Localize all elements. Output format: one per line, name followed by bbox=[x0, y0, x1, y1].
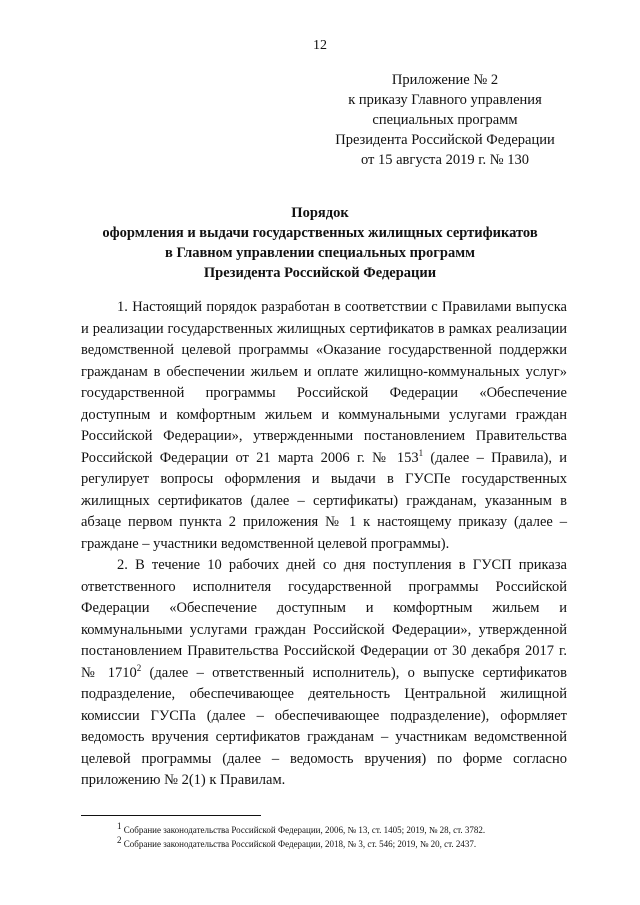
title-line: в Главном управлении специальных программ bbox=[165, 245, 475, 261]
footnote-text: Собрание законодательства Российской Федерации, 2006, № 13, ст. 1405; 2019, № 28, ст. 3782. bbox=[121, 825, 486, 835]
footnote-mark: 1 bbox=[117, 821, 122, 831]
paragraph-text: (далее – Правила), и регулирует вопросы оформления и выдачи в ГУСПе государственных жилищных сертификатов (далее – сертификаты) гражданам, указанным в абзаце первом пункта 2 приложения № 1 к настоящему приказу (далее – граждане – участники ведомственной целевой программы). bbox=[81, 449, 567, 552]
paragraph-text: (далее – ответственный исполнитель), о выпуске сертификатов подразделение, обеспечивающее деятельность Центральной жилищной комиссии ГУСПа (далее – обеспечивающее подразделение), оформляет ведомость вручения сертификатов гражданам – участникам ведомственной целевой программы (далее – ведомость вручения) по форме согласно приложению № 2(1) к Правилам. bbox=[81, 664, 567, 788]
paragraph-text: 2. В течение 10 рабочих дней со дня поступления в ГУСП приказа ответственного исполнителя государственной программы Российской Федерации «Обеспечение доступным и комфортным жильем и коммунальными услугами граждан Российской Федерации», утвержденной постановлением Правительства Российской Федерации от 30 декабря 2017 г. № 1710 bbox=[81, 557, 567, 681]
appendix-line: к приказу Главного управления bbox=[348, 92, 542, 108]
document-title bbox=[60, 203, 580, 283]
paragraph-text: 1. Настоящий порядок разработан в соответствии с Правилами выпуска и реализации государственных жилищных сертификатов в рамках реализации ведомственной целевой программы «Оказание государственной поддержки гражданам в обеспечении жильем и оплате жилищно-коммунальных услуг» государственной программы Российской Федерации «Обеспечение доступным и комфортным жильем и коммунальными услугами граждан Российской Федерации», утвержденными постановлением Правительства Российской Федерации от 21 марта 2006 г. № 153 bbox=[81, 299, 567, 466]
appendix-line: специальных программ bbox=[372, 112, 518, 128]
appendix-line: Приложение № 2 bbox=[391, 72, 499, 88]
footnote-1 bbox=[117, 823, 577, 837]
page-number: 12 bbox=[313, 38, 327, 53]
footnotes bbox=[117, 823, 577, 851]
paragraph-2 bbox=[81, 555, 567, 792]
appendix-header bbox=[300, 70, 590, 170]
footnote-2 bbox=[117, 837, 577, 851]
body-text bbox=[81, 297, 567, 792]
footnote-ref: 1 bbox=[418, 447, 424, 458]
appendix-line: от 15 августа 2019 г. № 130 bbox=[360, 152, 530, 168]
title-line: оформления и выдачи государственных жилищных сертификатов bbox=[102, 225, 538, 241]
appendix-line: Президента Российской Федерации bbox=[335, 132, 555, 148]
footnote-text: Собрание законодательства Российской Федерации, 2018, № 3, ст. 546; 2019, № 20, ст. 2437. bbox=[121, 839, 477, 849]
footnote-mark: 2 bbox=[117, 835, 122, 845]
footnote-divider bbox=[81, 815, 261, 816]
paragraph-1 bbox=[81, 297, 567, 555]
footnote-ref: 2 bbox=[136, 662, 142, 673]
title-line: Президента Российской Федерации bbox=[203, 265, 437, 281]
title-line: Порядок bbox=[291, 205, 349, 221]
